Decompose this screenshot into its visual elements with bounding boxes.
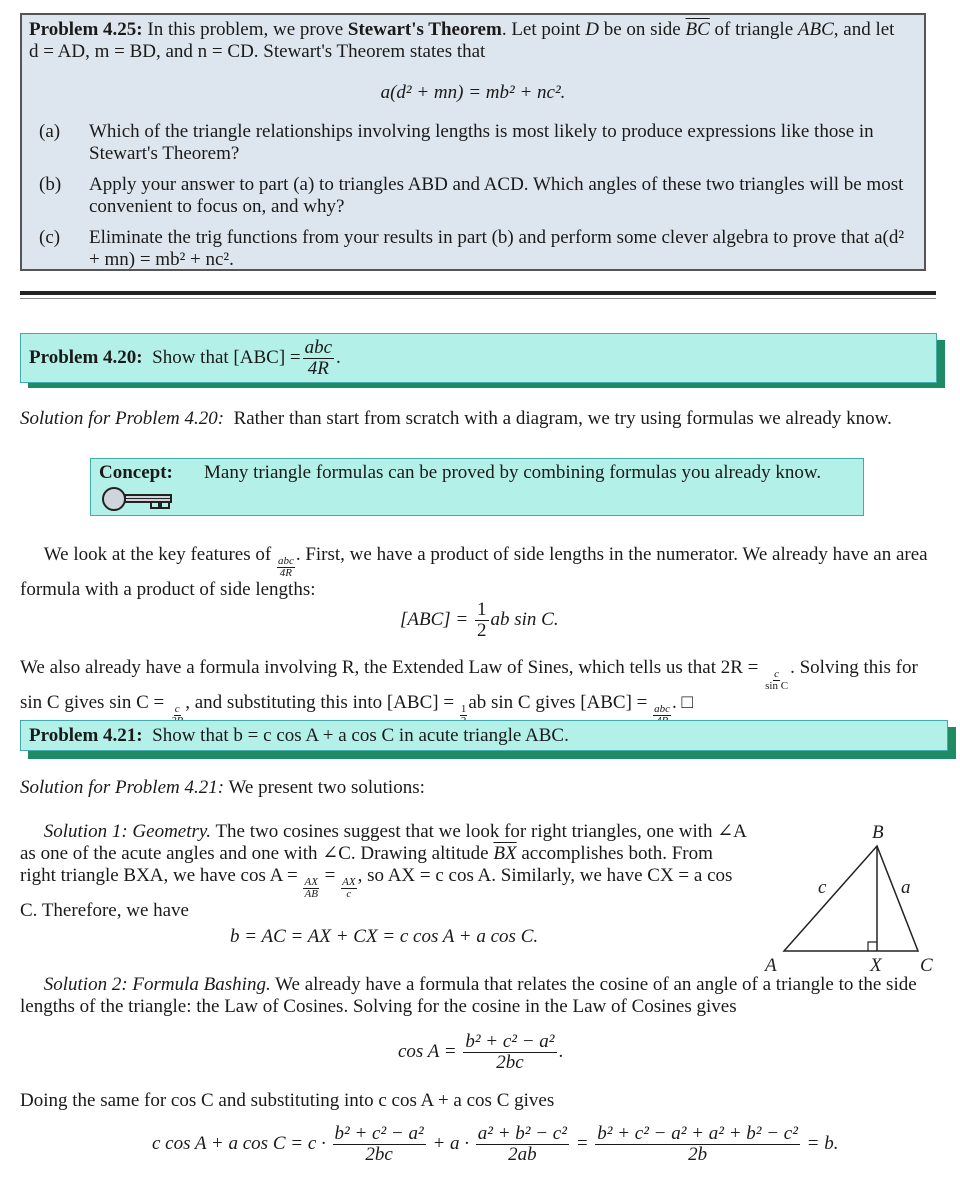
equation-rhs: = b. bbox=[806, 1132, 839, 1154]
operator: + a · bbox=[432, 1132, 470, 1154]
numerator: c bbox=[174, 702, 180, 715]
small-fraction bbox=[341, 877, 356, 900]
numerator: abc bbox=[277, 554, 294, 567]
denominator: 4R bbox=[307, 357, 329, 379]
problem-4-20-box bbox=[20, 333, 937, 383]
law-of-cosines-equation bbox=[398, 1032, 563, 1073]
numerator: abc bbox=[654, 702, 671, 715]
part-label: (c) bbox=[39, 227, 61, 248]
key-icon bbox=[101, 486, 175, 512]
theorem-name: Stewart's Theorem bbox=[347, 19, 502, 40]
problem-4-21-box bbox=[20, 720, 948, 751]
equals: = bbox=[575, 1132, 589, 1154]
numerator: b² + c² − a² bbox=[465, 1031, 555, 1052]
text: . First, we have a product of side lengths in the numerator. We already have an area formula with a product of side lengths: bbox=[20, 544, 928, 600]
problem-label: Problem 4.21: bbox=[29, 724, 143, 746]
period: . bbox=[336, 347, 341, 368]
label-a: A bbox=[765, 955, 777, 976]
section-divider bbox=[20, 291, 936, 295]
paragraph-law-of-sines bbox=[20, 657, 938, 727]
equation-lhs: [ABC] = bbox=[400, 608, 469, 630]
area-equation bbox=[400, 600, 559, 641]
period: . bbox=[558, 1040, 564, 1062]
equals: = bbox=[319, 865, 341, 886]
text: , and substituting this into [ABC] = bbox=[185, 691, 459, 713]
text: We also already have a formula involving R, the Extended Law of Sines, which tells us that 2R = bbox=[20, 657, 764, 678]
solution-label: Solution 1: Geometry. bbox=[43, 821, 212, 842]
concept-label: Concept: bbox=[99, 462, 173, 483]
text: We look at the key features of bbox=[43, 544, 276, 565]
triangle-diagram bbox=[760, 818, 950, 978]
problem-4-25-intro bbox=[29, 19, 917, 63]
part-label: (b) bbox=[39, 174, 62, 195]
part-text: Eliminate the trig functions from your results in part (b) and perform some clever algebra to prove that a(d² + mn) = mb² + nc². bbox=[89, 227, 905, 270]
problem-text: Show that [ABC] = bbox=[152, 347, 301, 368]
label-c: C bbox=[920, 955, 933, 976]
small-fraction bbox=[303, 877, 318, 900]
concept-box bbox=[90, 458, 864, 516]
text: , so AX = c cos A. Similarly, we have CX = a cos C. Therefore, we have bbox=[20, 865, 733, 921]
fraction-half bbox=[475, 600, 489, 641]
stewart-equation: a(d² + mn) = mb² + nc². bbox=[380, 82, 566, 103]
side-c-label: c bbox=[818, 877, 827, 898]
intro-text: be on side bbox=[598, 19, 686, 40]
problem-part-a bbox=[29, 121, 917, 165]
problem-part-b bbox=[29, 174, 917, 218]
segment-bx: $\overline{BX}$ bbox=[493, 843, 517, 864]
problem-text: Show that b = c cos A + a cos C in acute triangle ABC. bbox=[152, 724, 569, 746]
text: We already have a formula that relates the cosine of an angle of a triangle to the side lengths of the triangle: the Law of Cosines. Solving for the cosine in the Law of Cosines gives bbox=[20, 974, 917, 1017]
fraction bbox=[463, 1032, 556, 1073]
denominator: 2 bbox=[477, 619, 487, 641]
numerator: 1 bbox=[460, 702, 467, 715]
denominator: 2b bbox=[688, 1143, 708, 1165]
text: accomplishes both. From right triangle BXA, we have cos A = bbox=[20, 843, 713, 886]
right-angle-mark bbox=[868, 942, 877, 951]
triangle-abc: ABC bbox=[797, 19, 834, 40]
solution-text: We present two solutions: bbox=[228, 777, 425, 798]
point-d: D bbox=[585, 19, 599, 40]
label-b: B bbox=[872, 822, 884, 843]
solution-label: Solution 2: Formula Bashing. bbox=[43, 974, 271, 995]
solution-4-21 bbox=[20, 777, 425, 799]
text: ab sin C gives [ABC] = bbox=[468, 691, 653, 713]
small-fraction bbox=[277, 556, 295, 579]
fraction bbox=[595, 1124, 800, 1165]
numerator: c bbox=[774, 667, 780, 680]
final-equation bbox=[152, 1124, 839, 1165]
solution-label: Solution for Problem 4.20: bbox=[20, 408, 225, 429]
numerator: AX bbox=[342, 875, 356, 888]
denominator: AB bbox=[304, 887, 318, 900]
intro-text: In this problem, we prove bbox=[142, 19, 348, 40]
problem-part-c bbox=[29, 227, 917, 271]
denominator: 2bc bbox=[365, 1143, 393, 1165]
paragraph-key-features bbox=[20, 544, 938, 601]
problem-label: Problem 4.20: bbox=[29, 347, 143, 368]
fraction bbox=[476, 1124, 569, 1165]
intro-text: . Let point bbox=[501, 19, 586, 40]
equation-rhs: ab sin C. bbox=[490, 608, 559, 630]
equation-lhs: cos A = bbox=[398, 1040, 457, 1062]
label-x: X bbox=[870, 955, 882, 976]
intro-text: of triangle bbox=[709, 19, 798, 40]
fraction bbox=[333, 1124, 426, 1165]
equation-b: b = AC = AX + CX = c cos A + a cos C. bbox=[230, 926, 539, 947]
segment-bc: $\overline{BC}$ bbox=[685, 19, 710, 40]
text: . Solving this for sin C gives sin C = bbox=[20, 657, 918, 713]
intro-text: , and let bbox=[833, 19, 895, 40]
triangle-abc-shape bbox=[784, 846, 918, 951]
part-text: Apply your answer to part (a) to triangles ABD and ACD. Which angles of these two triangles will be most convenient to focus on, and why? bbox=[89, 174, 904, 217]
solution-1-geometry bbox=[20, 821, 750, 922]
definitions-text: d = AD, m = BD, and n = CD. Stewart's Theorem states that bbox=[29, 41, 486, 62]
numerator: b² + c² − a² + a² + b² − c² bbox=[597, 1123, 798, 1144]
denominator: sin C bbox=[765, 679, 789, 692]
part-label: (a) bbox=[39, 121, 61, 142]
denominator: 4R bbox=[279, 566, 292, 579]
denominator: 2bc bbox=[496, 1051, 524, 1073]
numerator: 1 bbox=[477, 599, 487, 620]
solution-2-formula-bashing bbox=[20, 974, 938, 1018]
denominator: c bbox=[346, 887, 352, 900]
numerator: b² + c² − a² bbox=[334, 1123, 424, 1144]
solution-label: Solution for Problem 4.21: bbox=[20, 777, 225, 798]
solution-4-20 bbox=[20, 408, 892, 430]
paragraph-same-for-cos-c: Doing the same for cos C and substituting into c cos A + a cos C gives bbox=[20, 1090, 555, 1111]
fraction bbox=[303, 338, 334, 379]
qed-text: . □ bbox=[672, 691, 694, 713]
solution-text: Rather than start from scratch with a diagram, we try using formulas we already know. bbox=[233, 408, 892, 429]
numerator: AX bbox=[304, 875, 318, 888]
part-text: Which of the triangle relationships involving lengths is most likely to produce expressions like those in Stewart's Theorem? bbox=[89, 121, 874, 164]
problem-label: Problem 4.25: bbox=[29, 19, 143, 40]
small-fraction bbox=[764, 669, 789, 692]
concept-text: Many triangle formulas can be proved by combining formulas you already know. bbox=[204, 462, 822, 483]
denominator: 2ab bbox=[508, 1143, 537, 1165]
text: The two cosines suggest that we look for right triangles, one with ∠A as one of the acute angles and one with ∠C. Drawing altitude bbox=[20, 821, 746, 864]
equation-lhs: c cos A + a cos C = c · bbox=[152, 1132, 326, 1154]
problem-4-25-box bbox=[20, 13, 926, 271]
numerator: a² + b² − c² bbox=[477, 1123, 567, 1144]
numerator: abc bbox=[304, 336, 333, 358]
section-divider-thin bbox=[20, 298, 936, 299]
side-a-label: a bbox=[901, 877, 911, 898]
